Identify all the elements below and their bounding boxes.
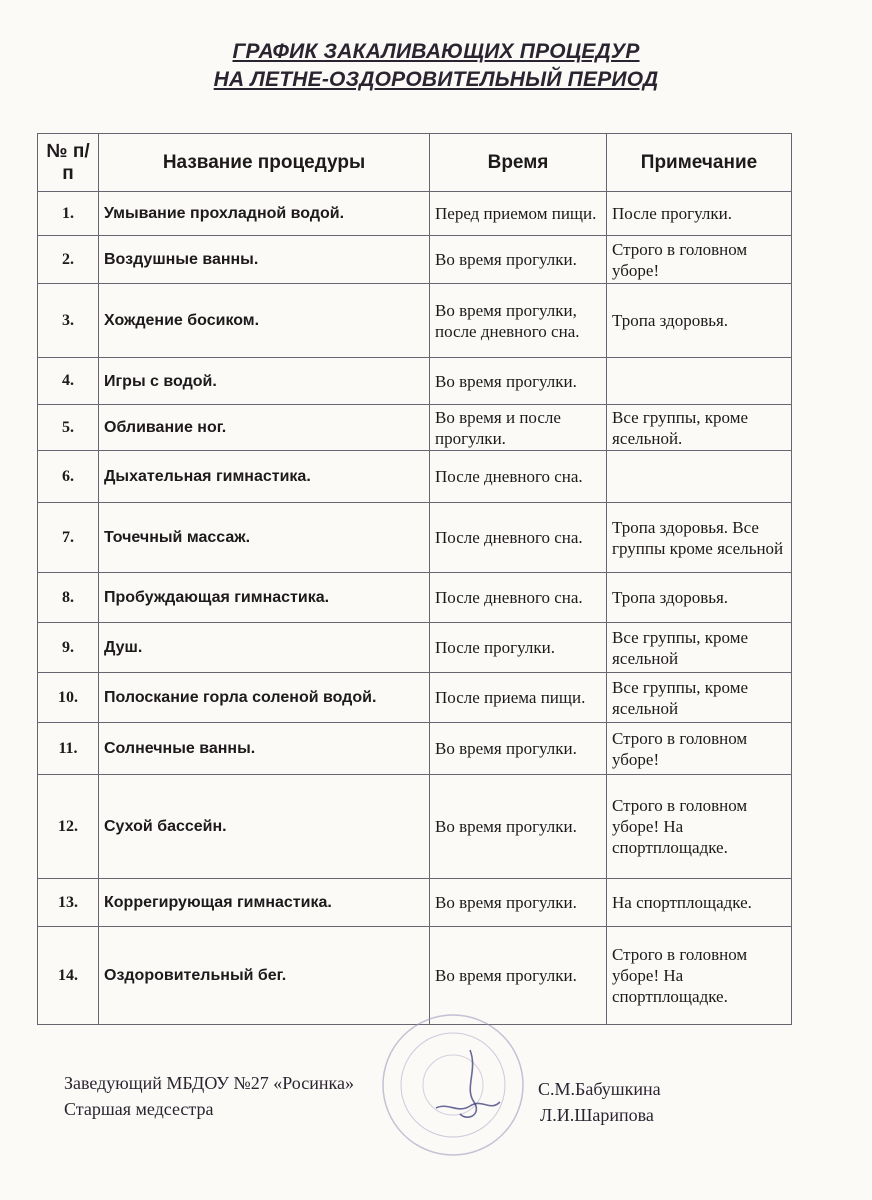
row-name: Игры с водой.: [99, 358, 430, 405]
row-note: Строго в головном уборе!: [607, 723, 792, 775]
document-title-line-1: ГРАФИК ЗАКАЛИВАЮЩИХ ПРОЦЕДУР: [232, 40, 640, 63]
row-num: 8.: [38, 573, 99, 623]
table-row: [38, 673, 792, 723]
row-num: 12.: [38, 775, 99, 879]
row-num: 7.: [38, 503, 99, 573]
row-note: [607, 451, 792, 503]
document-title-line-2: НА ЛЕТНЕ-ОЗДОРОВИТЕЛЬНЫЙ ПЕРИОД: [213, 68, 659, 91]
row-time: Во время прогулки.: [430, 927, 607, 1025]
header-note: Примечание: [607, 134, 792, 192]
row-name: Коррегирующая гимнастика.: [99, 879, 430, 927]
row-name: Дыхательная гимнастика.: [99, 451, 430, 503]
row-num: 14.: [38, 927, 99, 1025]
table-row: [38, 623, 792, 673]
stamp-inner-ring: [401, 1033, 505, 1137]
row-name: Оздоровительный бег.: [99, 927, 430, 1025]
row-num: 6.: [38, 451, 99, 503]
row-note: Все группы, кроме ясельной: [607, 673, 792, 723]
head-name: С.М.Бабушкина: [538, 1079, 661, 1099]
row-name: Умывание прохладной водой.: [99, 192, 430, 236]
row-time: Во время прогулки, после дневного сна.: [430, 284, 607, 358]
row-num: 13.: [38, 879, 99, 927]
row-num: 11.: [38, 723, 99, 775]
procedures-table: [37, 133, 792, 1025]
table-row: [38, 775, 792, 879]
table-row: [38, 192, 792, 236]
stamp-outer-ring: [383, 1015, 523, 1155]
row-note: Тропа здоровья.: [607, 573, 792, 623]
nurse-name: Л.И.Шарипова: [540, 1105, 654, 1125]
row-note: После прогулки.: [607, 192, 792, 236]
row-num: 3.: [38, 284, 99, 358]
row-num: 1.: [38, 192, 99, 236]
row-note: Тропа здоровья. Все группы кроме ясельной: [607, 503, 792, 573]
row-name: Пробуждающая гимнастика.: [99, 573, 430, 623]
table-row: [38, 451, 792, 503]
header-name: Название процедуры: [99, 134, 430, 192]
row-num: 9.: [38, 623, 99, 673]
row-note: Строго в головном уборе! На спортплощадке.: [607, 927, 792, 1025]
row-name: Сухой бассейн.: [99, 775, 430, 879]
table-row: [38, 723, 792, 775]
table-header-row: [38, 134, 792, 192]
row-time: После дневного сна.: [430, 503, 607, 573]
row-time: После дневного сна.: [430, 573, 607, 623]
row-num: 4.: [38, 358, 99, 405]
row-time: После приема пищи.: [430, 673, 607, 723]
official-stamp: [378, 1010, 528, 1160]
row-note: [607, 358, 792, 405]
row-num: 5.: [38, 405, 99, 451]
row-time: Во время прогулки.: [430, 236, 607, 284]
row-time: После прогулки.: [430, 623, 607, 673]
row-num: 2.: [38, 236, 99, 284]
row-time: Перед приемом пищи.: [430, 192, 607, 236]
row-name: Воздушные ванны.: [99, 236, 430, 284]
row-note: Строго в головном уборе! На спортплощадке.: [607, 775, 792, 879]
row-time: Во время прогулки.: [430, 723, 607, 775]
row-note: Все группы, кроме ясельной: [607, 623, 792, 673]
row-time: Во время прогулки.: [430, 358, 607, 405]
table-row: [38, 236, 792, 284]
table-row: [38, 879, 792, 927]
row-note: На спортплощадке.: [607, 879, 792, 927]
table-row: [38, 358, 792, 405]
row-name: Обливание ног.: [99, 405, 430, 451]
head-position: Заведующий МБДОУ №27 «Росинка»: [64, 1073, 354, 1093]
header-num: № п/п: [38, 134, 99, 192]
row-name: Точечный массаж.: [99, 503, 430, 573]
table-row: [38, 284, 792, 358]
nurse-position: Старшая медсестра: [64, 1099, 214, 1119]
row-name: Полоскание горла соленой водой.: [99, 673, 430, 723]
row-time: Во время и после прогулки.: [430, 405, 607, 451]
table-row: [38, 405, 792, 451]
row-note: Все группы, кроме ясельной.: [607, 405, 792, 451]
table-row: [38, 573, 792, 623]
table-row: [38, 503, 792, 573]
header-time: Время: [430, 134, 607, 192]
row-name: Хождение босиком.: [99, 284, 430, 358]
stamp-center-ring: [423, 1055, 483, 1115]
row-note: Строго в головном уборе!: [607, 236, 792, 284]
row-time: Во время прогулки.: [430, 775, 607, 879]
row-time: После дневного сна.: [430, 451, 607, 503]
row-time: Во время прогулки.: [430, 879, 607, 927]
row-name: Солнечные ванны.: [99, 723, 430, 775]
signature-stroke: [436, 1102, 500, 1109]
row-num: 10.: [38, 673, 99, 723]
row-name: Душ.: [99, 623, 430, 673]
row-note: Тропа здоровья.: [607, 284, 792, 358]
